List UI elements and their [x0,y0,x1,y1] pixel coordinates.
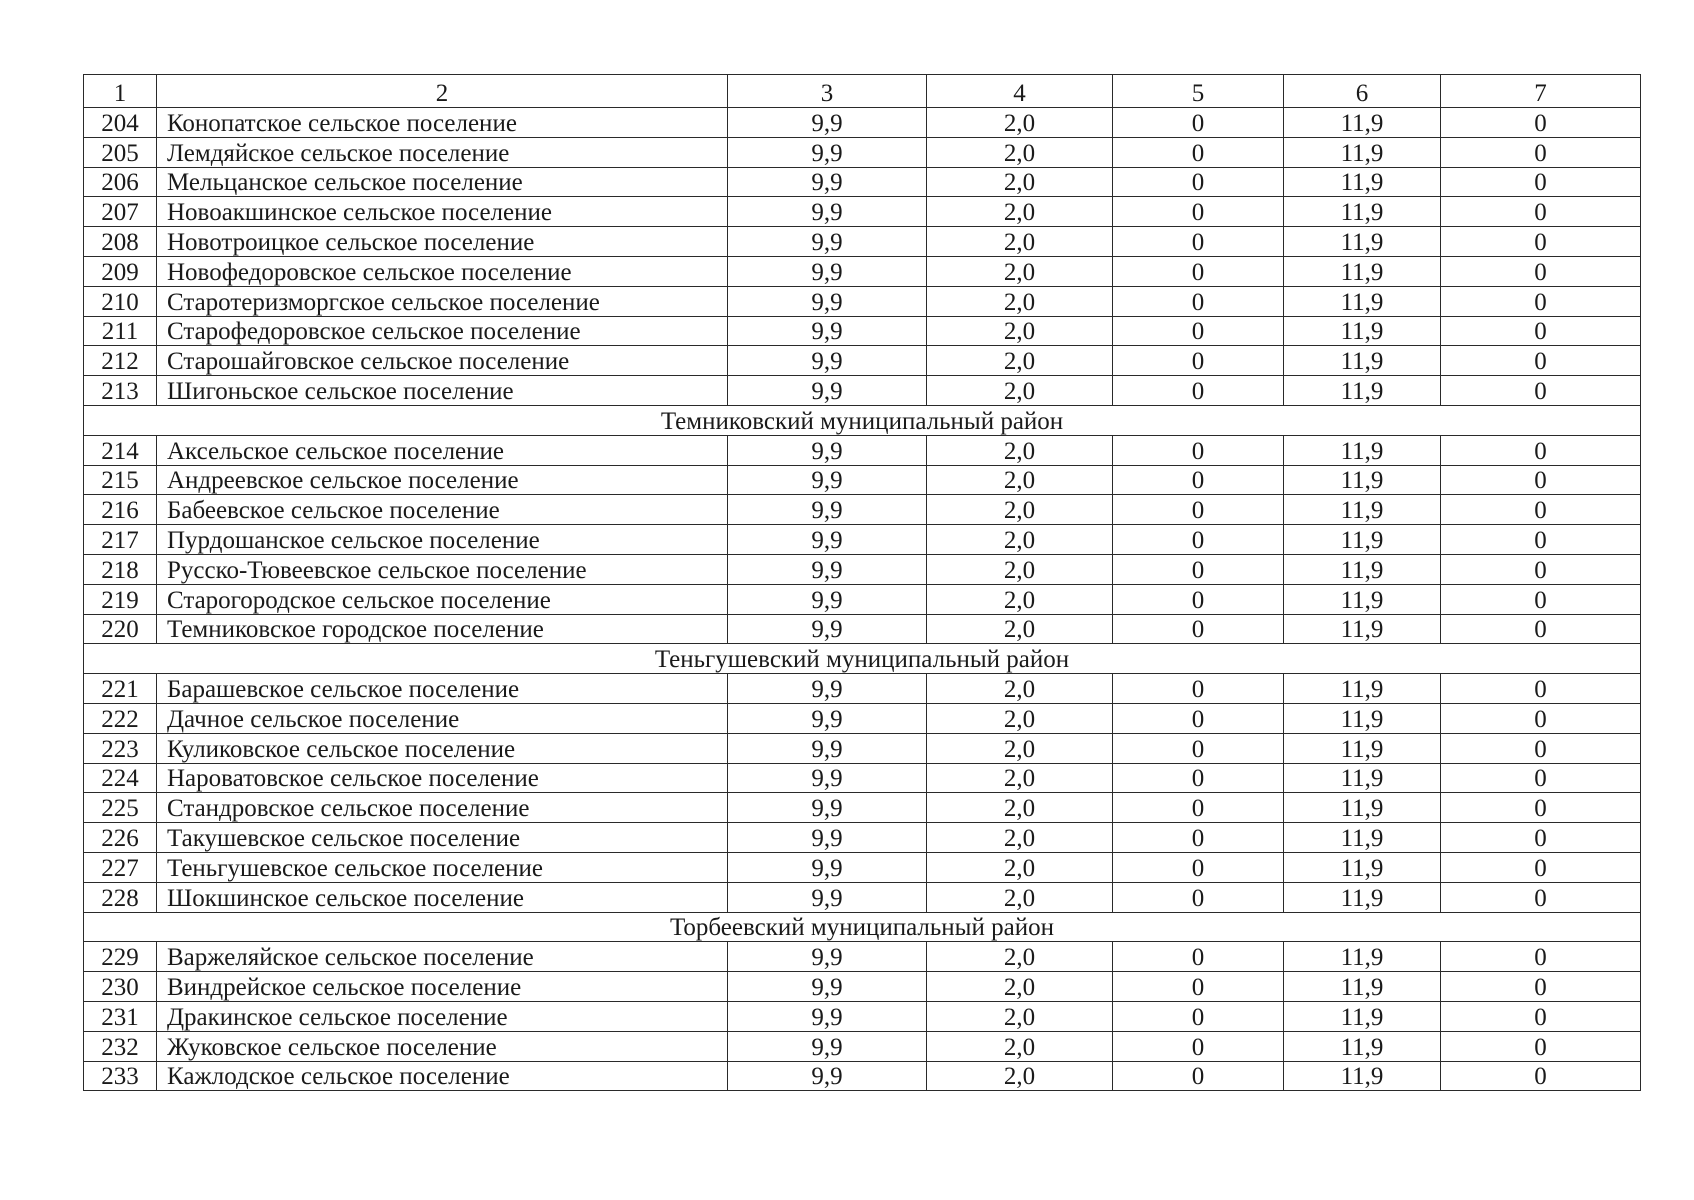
row-number: 230 [84,972,157,1002]
value-col-6: 11,9 [1284,256,1441,286]
district-section-row [84,405,1641,435]
row-number: 216 [84,495,157,525]
value-col-7: 0 [1441,1061,1641,1091]
column-header: 3 [728,75,927,108]
value-col-6: 11,9 [1284,793,1441,823]
settlement-name: Теньгушевское сельское поселение [157,852,728,882]
value-col-5: 0 [1113,763,1284,793]
value-col-7: 0 [1441,763,1641,793]
value-col-6: 11,9 [1284,584,1441,614]
value-col-7: 0 [1441,286,1641,316]
value-col-6: 11,9 [1284,435,1441,465]
value-col-5: 0 [1113,852,1284,882]
value-col-7: 0 [1441,584,1641,614]
value-col-3: 9,9 [728,108,927,138]
value-col-5: 0 [1113,346,1284,376]
table-row [84,108,1641,138]
settlement-name: Жуковское сельское поселение [157,1031,728,1061]
table-row [84,435,1641,465]
value-col-7: 0 [1441,674,1641,704]
value-col-4: 2,0 [927,703,1113,733]
table-row [84,465,1641,495]
value-col-3: 9,9 [728,763,927,793]
value-col-4: 2,0 [927,584,1113,614]
row-number: 205 [84,137,157,167]
settlement-name: Новофедоровское сельское поселение [157,256,728,286]
row-number: 226 [84,823,157,853]
value-col-7: 0 [1441,554,1641,584]
table-row [84,614,1641,644]
value-col-4: 2,0 [927,346,1113,376]
value-col-5: 0 [1113,227,1284,257]
value-col-4: 2,0 [927,1001,1113,1031]
row-number: 218 [84,554,157,584]
row-number: 214 [84,435,157,465]
settlement-name: Пурдошанское сельское поселение [157,525,728,555]
value-col-6: 11,9 [1284,465,1441,495]
table-row [84,763,1641,793]
value-col-5: 0 [1113,525,1284,555]
value-col-5: 0 [1113,316,1284,346]
value-col-3: 9,9 [728,525,927,555]
table-row [84,554,1641,584]
settlement-name: Кажлодское сельское поселение [157,1061,728,1091]
value-col-4: 2,0 [927,852,1113,882]
value-col-5: 0 [1113,197,1284,227]
table-row [84,1061,1641,1091]
value-col-6: 11,9 [1284,882,1441,912]
value-col-6: 11,9 [1284,376,1441,406]
settlement-name: Шигоньское сельское поселение [157,376,728,406]
row-number: 209 [84,256,157,286]
value-col-6: 11,9 [1284,852,1441,882]
value-col-6: 11,9 [1284,227,1441,257]
value-col-4: 2,0 [927,316,1113,346]
value-col-7: 0 [1441,1001,1641,1031]
value-col-3: 9,9 [728,435,927,465]
column-header: 1 [84,75,157,108]
value-col-4: 2,0 [927,197,1113,227]
column-number-header-row [84,75,1641,108]
value-col-3: 9,9 [728,614,927,644]
value-col-3: 9,9 [728,554,927,584]
column-header: 6 [1284,75,1441,108]
row-number: 208 [84,227,157,257]
value-col-3: 9,9 [728,376,927,406]
value-col-5: 0 [1113,286,1284,316]
row-number: 206 [84,167,157,197]
row-number: 213 [84,376,157,406]
value-col-3: 9,9 [728,495,927,525]
value-col-3: 9,9 [728,1061,927,1091]
table-row [84,197,1641,227]
value-col-7: 0 [1441,852,1641,882]
value-col-4: 2,0 [927,108,1113,138]
table-row [84,346,1641,376]
value-col-4: 2,0 [927,554,1113,584]
value-col-4: 2,0 [927,733,1113,763]
value-col-4: 2,0 [927,793,1113,823]
value-col-3: 9,9 [728,346,927,376]
table-row [84,852,1641,882]
value-col-7: 0 [1441,316,1641,346]
value-col-4: 2,0 [927,465,1113,495]
table-row [84,376,1641,406]
table-row [84,286,1641,316]
value-col-7: 0 [1441,465,1641,495]
value-col-6: 11,9 [1284,763,1441,793]
settlement-name: Барашевское сельское поселение [157,674,728,704]
value-col-3: 9,9 [728,823,927,853]
value-col-6: 11,9 [1284,286,1441,316]
value-col-5: 0 [1113,376,1284,406]
value-col-6: 11,9 [1284,1061,1441,1091]
value-col-5: 0 [1113,465,1284,495]
table-row [84,793,1641,823]
table-row [84,733,1641,763]
column-header: 5 [1113,75,1284,108]
value-col-6: 11,9 [1284,346,1441,376]
value-col-7: 0 [1441,137,1641,167]
settlement-name: Старогородское сельское поселение [157,584,728,614]
value-col-5: 0 [1113,1061,1284,1091]
table-row [84,256,1641,286]
value-col-5: 0 [1113,703,1284,733]
settlement-name: Старофедоровское сельское поселение [157,316,728,346]
value-col-5: 0 [1113,793,1284,823]
value-col-6: 11,9 [1284,137,1441,167]
value-col-7: 0 [1441,972,1641,1002]
row-number: 210 [84,286,157,316]
value-col-5: 0 [1113,614,1284,644]
value-col-7: 0 [1441,197,1641,227]
value-col-6: 11,9 [1284,167,1441,197]
value-col-7: 0 [1441,942,1641,972]
district-section-row [84,912,1641,942]
value-col-7: 0 [1441,823,1641,853]
value-col-5: 0 [1113,733,1284,763]
column-header: 7 [1441,75,1641,108]
value-col-5: 0 [1113,942,1284,972]
settlement-name: Новоакшинское сельское поселение [157,197,728,227]
value-col-4: 2,0 [927,763,1113,793]
value-col-3: 9,9 [728,793,927,823]
value-col-7: 0 [1441,614,1641,644]
row-number: 231 [84,1001,157,1031]
value-col-7: 0 [1441,1031,1641,1061]
value-col-6: 11,9 [1284,316,1441,346]
value-col-7: 0 [1441,525,1641,555]
value-col-6: 11,9 [1284,942,1441,972]
value-col-6: 11,9 [1284,525,1441,555]
value-col-7: 0 [1441,793,1641,823]
value-col-5: 0 [1113,137,1284,167]
row-number: 227 [84,852,157,882]
value-col-4: 2,0 [927,286,1113,316]
value-col-6: 11,9 [1284,674,1441,704]
row-number: 215 [84,465,157,495]
row-number: 207 [84,197,157,227]
table-row [84,942,1641,972]
value-col-3: 9,9 [728,584,927,614]
value-col-6: 11,9 [1284,197,1441,227]
district-title: Темниковский муниципальный район [84,405,1641,435]
value-col-4: 2,0 [927,972,1113,1002]
table-row [84,882,1641,912]
district-section-row [84,644,1641,674]
value-col-6: 11,9 [1284,703,1441,733]
value-col-5: 0 [1113,1031,1284,1061]
value-col-4: 2,0 [927,167,1113,197]
row-number: 211 [84,316,157,346]
row-number: 221 [84,674,157,704]
row-number: 225 [84,793,157,823]
value-col-6: 11,9 [1284,972,1441,1002]
value-col-6: 11,9 [1284,823,1441,853]
value-col-3: 9,9 [728,256,927,286]
value-col-3: 9,9 [728,852,927,882]
value-col-6: 11,9 [1284,554,1441,584]
value-col-7: 0 [1441,495,1641,525]
row-number: 229 [84,942,157,972]
settlement-name: Новотроицкое сельское поселение [157,227,728,257]
value-col-7: 0 [1441,167,1641,197]
value-col-4: 2,0 [927,1031,1113,1061]
value-col-4: 2,0 [927,435,1113,465]
settlement-name: Варжеляйское сельское поселение [157,942,728,972]
settlement-name: Русско-Тювеевское сельское поселение [157,554,728,584]
district-title: Теньгушевский муниципальный район [84,644,1641,674]
value-col-3: 9,9 [728,137,927,167]
settlement-name: Нароватовское сельское поселение [157,763,728,793]
district-title: Торбеевский муниципальный район [84,912,1641,942]
value-col-6: 11,9 [1284,495,1441,525]
settlement-name: Дачное сельское поселение [157,703,728,733]
value-col-3: 9,9 [728,882,927,912]
settlement-name: Стандровское сельское поселение [157,793,728,823]
value-col-6: 11,9 [1284,733,1441,763]
value-col-7: 0 [1441,346,1641,376]
value-col-5: 0 [1113,495,1284,525]
settlement-name: Бабеевское сельское поселение [157,495,728,525]
table-row [84,584,1641,614]
table-row [84,495,1641,525]
settlement-name: Старотеризморгское сельское поселение [157,286,728,316]
value-col-4: 2,0 [927,1061,1113,1091]
value-col-4: 2,0 [927,674,1113,704]
settlement-name: Такушевское сельское поселение [157,823,728,853]
settlement-name: Конопатское сельское поселение [157,108,728,138]
settlement-name: Старошайговское сельское поселение [157,346,728,376]
table-row [84,137,1641,167]
table-row [84,316,1641,346]
row-number: 219 [84,584,157,614]
value-col-3: 9,9 [728,733,927,763]
table-row [84,703,1641,733]
value-col-7: 0 [1441,108,1641,138]
row-number: 224 [84,763,157,793]
value-col-3: 9,9 [728,197,927,227]
settlement-name: Дракинское сельское поселение [157,1001,728,1031]
row-number: 220 [84,614,157,644]
value-col-7: 0 [1441,435,1641,465]
row-number: 212 [84,346,157,376]
settlement-name: Лемдяйское сельское поселение [157,137,728,167]
value-col-3: 9,9 [728,465,927,495]
value-col-7: 0 [1441,882,1641,912]
table-row [84,1001,1641,1031]
value-col-7: 0 [1441,703,1641,733]
value-col-7: 0 [1441,256,1641,286]
value-col-4: 2,0 [927,227,1113,257]
column-header: 4 [927,75,1113,108]
value-col-5: 0 [1113,1001,1284,1031]
table-row [84,972,1641,1002]
value-col-5: 0 [1113,882,1284,912]
table-row [84,823,1641,853]
value-col-6: 11,9 [1284,1001,1441,1031]
value-col-4: 2,0 [927,137,1113,167]
value-col-3: 9,9 [728,227,927,257]
value-col-5: 0 [1113,674,1284,704]
settlement-name: Куликовское сельское поселение [157,733,728,763]
settlement-name: Виндрейское сельское поселение [157,972,728,1002]
value-col-3: 9,9 [728,942,927,972]
table-row [84,227,1641,257]
settlement-name: Темниковское городское поселение [157,614,728,644]
value-col-3: 9,9 [728,1001,927,1031]
value-col-5: 0 [1113,823,1284,853]
value-col-7: 0 [1441,376,1641,406]
column-header: 2 [157,75,728,108]
row-number: 228 [84,882,157,912]
value-col-4: 2,0 [927,525,1113,555]
table-row [84,167,1641,197]
settlement-name: Аксельское сельское поселение [157,435,728,465]
row-number: 233 [84,1061,157,1091]
value-col-7: 0 [1441,227,1641,257]
value-col-4: 2,0 [927,376,1113,406]
value-col-6: 11,9 [1284,1031,1441,1061]
table-row [84,525,1641,555]
settlement-name: Андреевское сельское поселение [157,465,728,495]
value-col-5: 0 [1113,108,1284,138]
settlement-name: Шокшинское сельское поселение [157,882,728,912]
value-col-4: 2,0 [927,882,1113,912]
value-col-3: 9,9 [728,167,927,197]
table-body [84,75,1641,1091]
settlement-name: Мельцанское сельское поселение [157,167,728,197]
row-number: 204 [84,108,157,138]
value-col-5: 0 [1113,167,1284,197]
settlements-table [83,74,1641,1091]
value-col-4: 2,0 [927,495,1113,525]
value-col-3: 9,9 [728,316,927,346]
value-col-4: 2,0 [927,614,1113,644]
value-col-5: 0 [1113,256,1284,286]
value-col-6: 11,9 [1284,108,1441,138]
value-col-5: 0 [1113,584,1284,614]
value-col-6: 11,9 [1284,614,1441,644]
row-number: 232 [84,1031,157,1061]
row-number: 222 [84,703,157,733]
value-col-5: 0 [1113,554,1284,584]
value-col-4: 2,0 [927,823,1113,853]
row-number: 217 [84,525,157,555]
value-col-3: 9,9 [728,703,927,733]
value-col-5: 0 [1113,972,1284,1002]
value-col-4: 2,0 [927,256,1113,286]
row-number: 223 [84,733,157,763]
table-row [84,1031,1641,1061]
value-col-3: 9,9 [728,972,927,1002]
value-col-4: 2,0 [927,942,1113,972]
value-col-3: 9,9 [728,674,927,704]
value-col-5: 0 [1113,435,1284,465]
table-row [84,674,1641,704]
value-col-3: 9,9 [728,286,927,316]
value-col-3: 9,9 [728,1031,927,1061]
value-col-7: 0 [1441,733,1641,763]
